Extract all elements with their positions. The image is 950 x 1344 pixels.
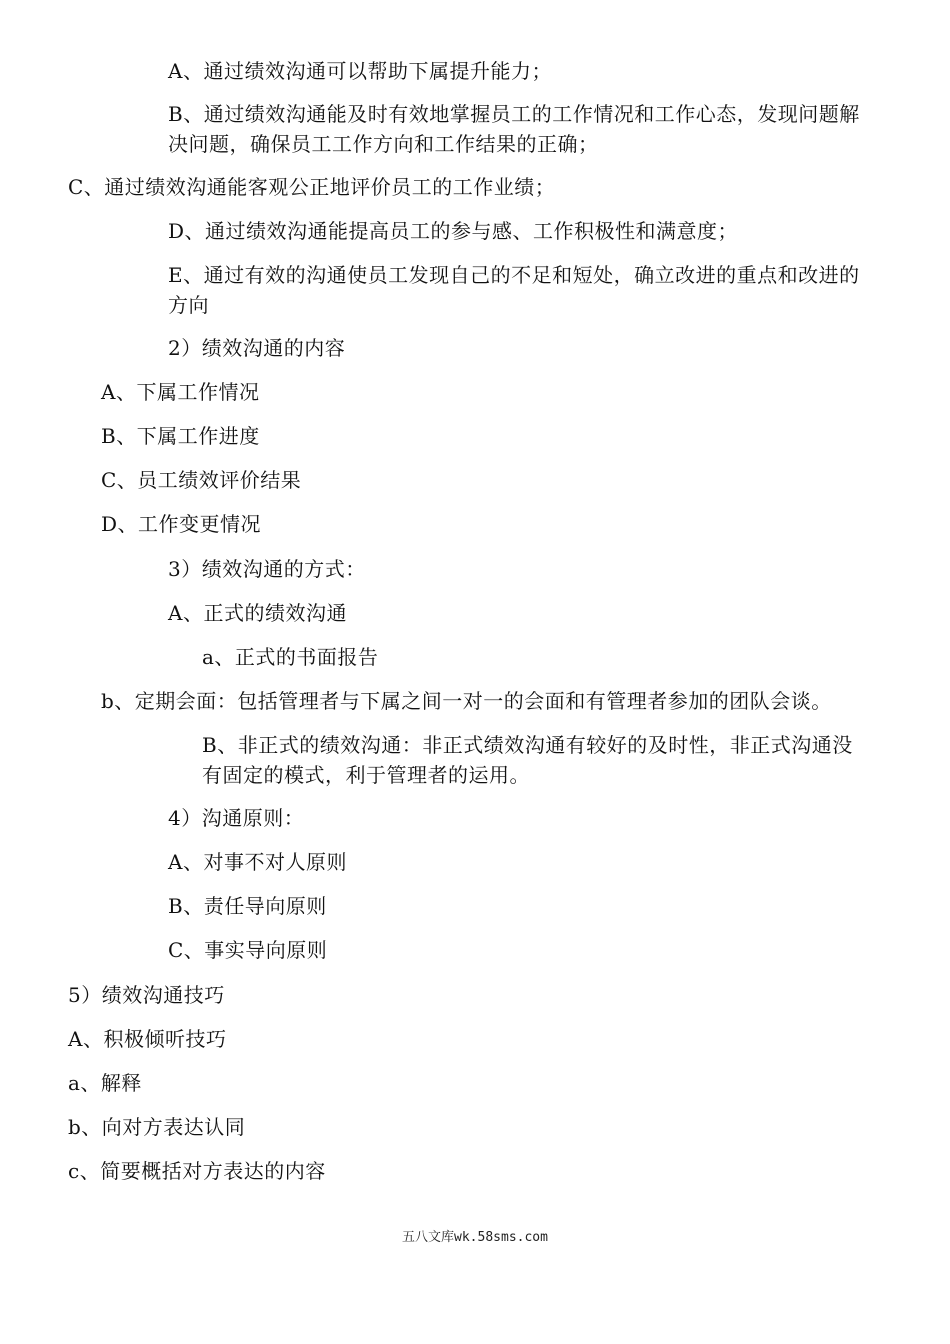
section-heading: 5）绩效沟通技巧 bbox=[68, 983, 225, 1007]
list-item: B、责任导向原则 bbox=[168, 894, 327, 918]
page-footer: 五八文库wk.58sms.com bbox=[402, 1230, 548, 1245]
list-item: C、员工绩效评价结果 bbox=[101, 468, 302, 492]
section-heading: 2）绩效沟通的内容 bbox=[168, 336, 346, 360]
list-item: b、向对方表达认同 bbox=[68, 1115, 246, 1139]
list-item: A、积极倾听技巧 bbox=[68, 1027, 227, 1051]
list-item: B、非正式的绩效沟通：非正式绩效沟通有较好的及时性，非正式沟通没有固定的模式，利于管理者的运用。 bbox=[202, 733, 853, 787]
list-item: D、工作变更情况 bbox=[101, 512, 262, 536]
section-heading: 3）绩效沟通的方式： bbox=[168, 557, 366, 581]
list-item: A、对事不对人原则 bbox=[168, 850, 347, 874]
list-item: C、事实导向原则 bbox=[168, 938, 328, 962]
paragraph-line: A、通过绩效沟通可以帮助下属提升能力； bbox=[168, 59, 552, 83]
paragraph-line: C、通过绩效沟通能客观公正地评价员工的工作业绩； bbox=[68, 175, 556, 199]
paragraph-line: B、通过绩效沟通能及时有效地掌握员工的工作情况和工作心态，发现问题解决问题，确保员工工作方向和工作结果的正确； bbox=[168, 102, 860, 156]
paragraph-line: D、通过绩效沟通能提高员工的参与感、工作积极性和满意度； bbox=[168, 219, 739, 243]
paragraph-line: E、通过有效的沟通使员工发现自己的不足和短处，确立改进的重点和改进的方向 bbox=[168, 263, 860, 317]
list-item: b、定期会面：包括管理者与下属之间一对一的会面和有管理者参加的团队会谈。 bbox=[101, 689, 832, 713]
list-item: a、正式的书面报告 bbox=[202, 645, 379, 669]
list-item: c、简要概括对方表达的内容 bbox=[68, 1159, 326, 1183]
list-item: a、解释 bbox=[68, 1071, 142, 1095]
list-item: A、正式的绩效沟通 bbox=[168, 601, 347, 625]
section-heading: 4）沟通原则： bbox=[168, 806, 305, 830]
list-item: B、下属工作进度 bbox=[101, 424, 260, 448]
list-item: A、下属工作情况 bbox=[101, 380, 260, 404]
